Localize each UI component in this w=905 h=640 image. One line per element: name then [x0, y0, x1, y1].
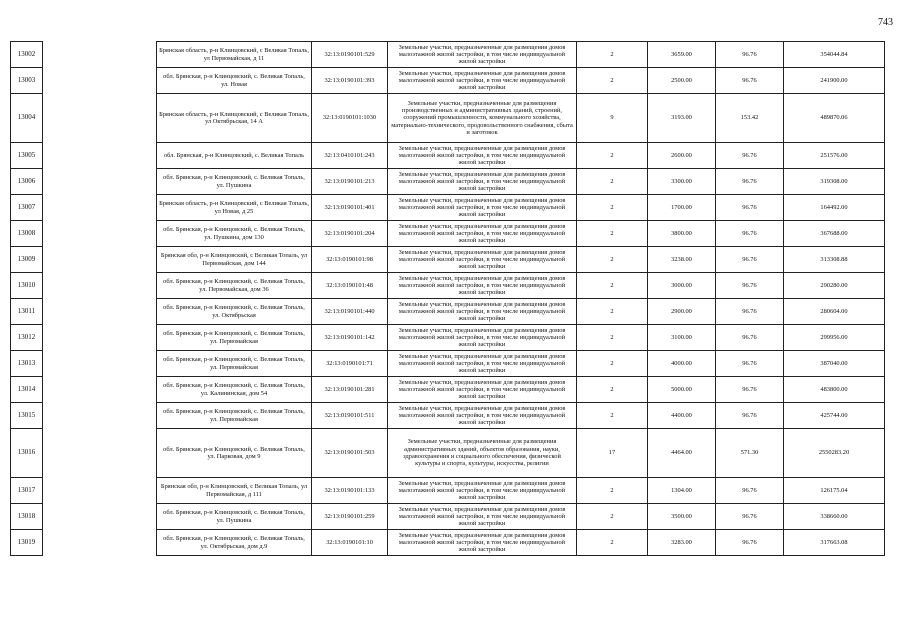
- cadastral-value-cell: 317663.08: [784, 530, 885, 556]
- rate-cell: 96.76: [716, 351, 784, 377]
- row-id-cell: 13005: [11, 143, 43, 169]
- address-cell: Брянская обл, р-н Клинцовский, с Великая Топаль, ул Первомайская, дом 144: [157, 247, 312, 273]
- area-cell: 2600.00: [648, 143, 716, 169]
- table-row: [11, 403, 885, 429]
- rate-cell: 96.76: [716, 42, 784, 68]
- cadastral-value-cell: 126175.04: [784, 478, 885, 504]
- cadastral-value-cell: 483800.00: [784, 377, 885, 403]
- rate-cell: 96.76: [716, 143, 784, 169]
- land-use-cell: Земельные участки, предназначенные для размещения домов малоэтажной жилой застройки, в том числе индивидуальной жилой застройки: [388, 504, 577, 530]
- cadastral-number-cell: 32:13:0190101:71: [312, 351, 388, 377]
- area-cell: 4000.00: [648, 351, 716, 377]
- address-cell: обл. Брянская, р-н Клинцовский, с. Великая Топаль, ул. Первомайская: [157, 351, 312, 377]
- rate-cell: 571.30: [716, 429, 784, 478]
- area-cell: 1304.00: [648, 478, 716, 504]
- rate-cell: 96.76: [716, 325, 784, 351]
- rate-cell: 96.76: [716, 299, 784, 325]
- area-cell: 1700.00: [648, 195, 716, 221]
- gap-cell: [43, 530, 157, 556]
- row-id-cell: 13013: [11, 351, 43, 377]
- use-code-cell: 2: [577, 68, 648, 94]
- area-cell: 3500.00: [648, 504, 716, 530]
- table-row: [11, 504, 885, 530]
- use-code-cell: 2: [577, 403, 648, 429]
- gap-cell: [43, 429, 157, 478]
- area-cell: 3283.00: [648, 530, 716, 556]
- area-cell: 4464.00: [648, 429, 716, 478]
- gap-cell: [43, 273, 157, 299]
- table-row: [11, 325, 885, 351]
- area-cell: 3800.00: [648, 221, 716, 247]
- cadastral-number-cell: 32:13:0190101:401: [312, 195, 388, 221]
- area-cell: 3193.00: [648, 94, 716, 143]
- cadastral-value-cell: 354044.84: [784, 42, 885, 68]
- row-id-cell: 13009: [11, 247, 43, 273]
- cadastral-value-cell: 280604.00: [784, 299, 885, 325]
- use-code-cell: 2: [577, 169, 648, 195]
- rate-cell: 96.76: [716, 403, 784, 429]
- area-cell: 2900.00: [648, 299, 716, 325]
- table-row: [11, 68, 885, 94]
- address-cell: обл. Брянская, р-н Клинцовский, с. Великая Топаль: [157, 143, 312, 169]
- row-id-cell: 13008: [11, 221, 43, 247]
- address-cell: обл. Брянская, р-н Клинцовский, с. Великая Топаль, ул. Новая: [157, 68, 312, 94]
- row-id-cell: 13017: [11, 478, 43, 504]
- area-cell: 5000.00: [648, 377, 716, 403]
- land-use-cell: Земельные участки, предназначенные для размещения домов малоэтажной жилой застройки, в том числе индивидуальной жилой застройки: [388, 169, 577, 195]
- address-cell: Брянская область, р-н Клинцовский, с Великая Топаль, ул Первомайская, д 11: [157, 42, 312, 68]
- gap-cell: [43, 504, 157, 530]
- row-id-cell: 13015: [11, 403, 43, 429]
- row-id-cell: 13006: [11, 169, 43, 195]
- cadastral-number-cell: 32:13:0190101:142: [312, 325, 388, 351]
- gap-cell: [43, 478, 157, 504]
- land-use-cell: Земельные участки, предназначенные для размещения домов малоэтажной жилой застройки, в том числе индивидуальной жилой застройки: [388, 42, 577, 68]
- cadastral-number-cell: 32:13:0190101:281: [312, 377, 388, 403]
- row-id-cell: 13011: [11, 299, 43, 325]
- cadastral-number-cell: 32:13:0190101:503: [312, 429, 388, 478]
- area-cell: 2500.00: [648, 68, 716, 94]
- address-cell: обл. Брянская, р-н Клинцовский, с. Великая Топаль, ул. Калининская, дом 54: [157, 377, 312, 403]
- rate-cell: 96.76: [716, 169, 784, 195]
- cadastral-number-cell: 32:13:0190101:48: [312, 273, 388, 299]
- table-row: [11, 351, 885, 377]
- address-cell: обл. Брянская, р-н Клинцовский, с. Великая Топаль, ул. Октябрьская: [157, 299, 312, 325]
- use-code-cell: 2: [577, 195, 648, 221]
- land-use-cell: Земельные участки, предназначенные для размещения административных зданий, объектов образования, науки, здравоохранения и социального обеспечения, физической культуры и спорта, культуры, искусства, религии: [388, 429, 577, 478]
- land-use-cell: Земельные участки, предназначенные для размещения домов малоэтажной жилой застройки, в том числе индивидуальной жилой застройки: [388, 377, 577, 403]
- area-cell: 3000.00: [648, 273, 716, 299]
- table-row: [11, 530, 885, 556]
- row-id-cell: 13002: [11, 42, 43, 68]
- land-use-cell: Земельные участки, предназначенные для размещения домов малоэтажной жилой застройки, в том числе индивидуальной жилой застройки: [388, 143, 577, 169]
- cadastral-value-cell: 425744.00: [784, 403, 885, 429]
- land-use-cell: Земельные участки, предназначенные для размещения домов малоэтажной жилой застройки, в том числе индивидуальной жилой застройки: [388, 351, 577, 377]
- row-id-cell: 13018: [11, 504, 43, 530]
- cadastral-number-cell: 32:13:0190101:213: [312, 169, 388, 195]
- cadastral-value-cell: 299956.00: [784, 325, 885, 351]
- land-use-cell: Земельные участки, предназначенные для размещения домов малоэтажной жилой застройки, в том числе индивидуальной жилой застройки: [388, 325, 577, 351]
- gap-cell: [43, 299, 157, 325]
- use-code-cell: 2: [577, 42, 648, 68]
- address-cell: обл. Брянская, р-н Клинцовский, с. Великая Топаль, ул. Первомайская: [157, 325, 312, 351]
- use-code-cell: 2: [577, 143, 648, 169]
- rate-cell: 96.76: [716, 377, 784, 403]
- rate-cell: 153.42: [716, 94, 784, 143]
- cadastral-value-cell: 290280.00: [784, 273, 885, 299]
- table-row: [11, 42, 885, 68]
- cadastral-number-cell: 32:13:0190101:529: [312, 42, 388, 68]
- row-id-cell: 13019: [11, 530, 43, 556]
- rate-cell: 96.76: [716, 504, 784, 530]
- row-id-cell: 13004: [11, 94, 43, 143]
- cadastral-number-cell: 32:13:0190101:440: [312, 299, 388, 325]
- use-code-cell: 2: [577, 247, 648, 273]
- rate-cell: 96.76: [716, 247, 784, 273]
- land-use-cell: Земельные участки, предназначенные для размещения производственных и административных зданий, строений, сооружений промышленности, коммунального хозяйства, материально-технического, продовольственного снабжения, сбыта и заготовок: [388, 94, 577, 143]
- cadastral-value-cell: 313308.88: [784, 247, 885, 273]
- gap-cell: [43, 403, 157, 429]
- gap-cell: [43, 195, 157, 221]
- cadastral-value-cell: 164492.00: [784, 195, 885, 221]
- land-use-cell: Земельные участки, предназначенные для размещения домов малоэтажной жилой застройки, в том числе индивидуальной жилой застройки: [388, 403, 577, 429]
- cadastral-number-cell: 32:13:0190101:259: [312, 504, 388, 530]
- rate-cell: 96.76: [716, 221, 784, 247]
- table-row: [11, 143, 885, 169]
- rate-cell: 96.76: [716, 68, 784, 94]
- row-id-cell: 13003: [11, 68, 43, 94]
- land-use-cell: Земельные участки, предназначенные для размещения домов малоэтажной жилой застройки, в том числе индивидуальной жилой застройки: [388, 68, 577, 94]
- gap-cell: [43, 351, 157, 377]
- cadastral-value-cell: 241900.00: [784, 68, 885, 94]
- rate-cell: 96.76: [716, 478, 784, 504]
- cadastral-value-cell: 2550283.20: [784, 429, 885, 478]
- row-id-cell: 13012: [11, 325, 43, 351]
- cadastral-value-cell: 319308.00: [784, 169, 885, 195]
- land-use-cell: Земельные участки, предназначенные для размещения домов малоэтажной жилой застройки, в том числе индивидуальной жилой застройки: [388, 478, 577, 504]
- cadastral-value-cell: 387040.00: [784, 351, 885, 377]
- cadastral-number-cell: 32:13:0190101:204: [312, 221, 388, 247]
- gap-cell: [43, 247, 157, 273]
- use-code-cell: 2: [577, 504, 648, 530]
- gap-cell: [43, 169, 157, 195]
- area-cell: 3238.00: [648, 247, 716, 273]
- table-row: [11, 273, 885, 299]
- area-cell: 3659.00: [648, 42, 716, 68]
- address-cell: обл. Брянская, р-н Клинцовский, с. Великая Топаль, ул. Пушкина: [157, 169, 312, 195]
- table-row: [11, 195, 885, 221]
- gap-cell: [43, 68, 157, 94]
- table-row: [11, 169, 885, 195]
- address-cell: Брянская обл, р-н Клинцовский, с Великая Топаль, ул Первомайская, д 111: [157, 478, 312, 504]
- cadastral-value-cell: 489870.06: [784, 94, 885, 143]
- land-use-cell: Земельные участки, предназначенные для размещения домов малоэтажной жилой застройки, в том числе индивидуальной жилой застройки: [388, 247, 577, 273]
- area-cell: 4400.00: [648, 403, 716, 429]
- cadastral-number-cell: 32:13:0190101:133: [312, 478, 388, 504]
- use-code-cell: 2: [577, 530, 648, 556]
- land-use-cell: Земельные участки, предназначенные для размещения домов малоэтажной жилой застройки, в том числе индивидуальной жилой застройки: [388, 273, 577, 299]
- address-cell: Брянская область, р-н Клинцовский, с Великая Топаль, ул Новая, д 25: [157, 195, 312, 221]
- use-code-cell: 2: [577, 478, 648, 504]
- use-code-cell: 2: [577, 273, 648, 299]
- use-code-cell: 2: [577, 351, 648, 377]
- cadastral-value-cell: 338660.00: [784, 504, 885, 530]
- row-id-cell: 13007: [11, 195, 43, 221]
- row-id-cell: 13014: [11, 377, 43, 403]
- use-code-cell: 2: [577, 299, 648, 325]
- table-row: [11, 221, 885, 247]
- address-cell: обл. Брянская, р-н Клинцовский, с. Великая Топаль, ул. Пушкина: [157, 504, 312, 530]
- rate-cell: 96.76: [716, 195, 784, 221]
- land-use-cell: Земельные участки, предназначенные для размещения домов малоэтажной жилой застройки, в том числе индивидуальной жилой застройки: [388, 530, 577, 556]
- row-id-cell: 13010: [11, 273, 43, 299]
- address-cell: обл. Брянская, р-н Клинцовский, с. Великая Топаль, ул. Октябрьская, дом д.9: [157, 530, 312, 556]
- cadastral-value-cell: 251576.00: [784, 143, 885, 169]
- cadastral-value-cell: 367688.00: [784, 221, 885, 247]
- land-use-cell: Земельные участки, предназначенные для размещения домов малоэтажной жилой застройки, в том числе индивидуальной жилой застройки: [388, 221, 577, 247]
- cadastral-number-cell: 32:13:0190101:98: [312, 247, 388, 273]
- cadastral-number-cell: 32:13:0190101:511: [312, 403, 388, 429]
- gap-cell: [43, 143, 157, 169]
- use-code-cell: 9: [577, 94, 648, 143]
- cadastral-number-cell: 32:13:0190101:1030: [312, 94, 388, 143]
- address-cell: обл. Брянская, р-н Клинцовский, с. Великая Топаль, ул. Пушкина, дом 130: [157, 221, 312, 247]
- address-cell: обл. Брянская, р-н Клинцовский, с. Великая Топаль, ул. Первомайская: [157, 403, 312, 429]
- cadastral-number-cell: 32:13:0190101:10: [312, 530, 388, 556]
- rate-cell: 96.76: [716, 273, 784, 299]
- gap-cell: [43, 221, 157, 247]
- address-cell: Брянская область, р-н Клинцовский, с Великая Топаль, ул Октябрьская, 14 А: [157, 94, 312, 143]
- use-code-cell: 2: [577, 377, 648, 403]
- gap-cell: [43, 94, 157, 143]
- table-row: [11, 299, 885, 325]
- address-cell: обл. Брянская, р-н Клинцовский, с. Великая Топаль, ул. Парковая, дом 9: [157, 429, 312, 478]
- gap-cell: [43, 377, 157, 403]
- table-row: [11, 377, 885, 403]
- cadastral-number-cell: 32:13:0190101:393: [312, 68, 388, 94]
- address-cell: обл. Брянская, р-н Клинцовский, с. Великая Топаль, ул. Первомайская, дом 36: [157, 273, 312, 299]
- rate-cell: 96.76: [716, 530, 784, 556]
- table-row: [11, 429, 885, 478]
- cadastral-value-table: [10, 41, 885, 556]
- page-number: 743: [878, 17, 893, 28]
- area-cell: 3100.00: [648, 325, 716, 351]
- row-id-cell: 13016: [11, 429, 43, 478]
- table-row: [11, 94, 885, 143]
- gap-cell: [43, 325, 157, 351]
- use-code-cell: 2: [577, 221, 648, 247]
- table-row: [11, 247, 885, 273]
- use-code-cell: 17: [577, 429, 648, 478]
- area-cell: 3300.00: [648, 169, 716, 195]
- gap-cell: [43, 42, 157, 68]
- cadastral-number-cell: 32:13:0410101:243: [312, 143, 388, 169]
- use-code-cell: 2: [577, 325, 648, 351]
- table-row: [11, 478, 885, 504]
- land-use-cell: Земельные участки, предназначенные для размещения домов малоэтажной жилой застройки, в том числе индивидуальной жилой застройки: [388, 299, 577, 325]
- land-use-cell: Земельные участки, предназначенные для размещения домов малоэтажной жилой застройки, в том числе индивидуальной жилой застройки: [388, 195, 577, 221]
